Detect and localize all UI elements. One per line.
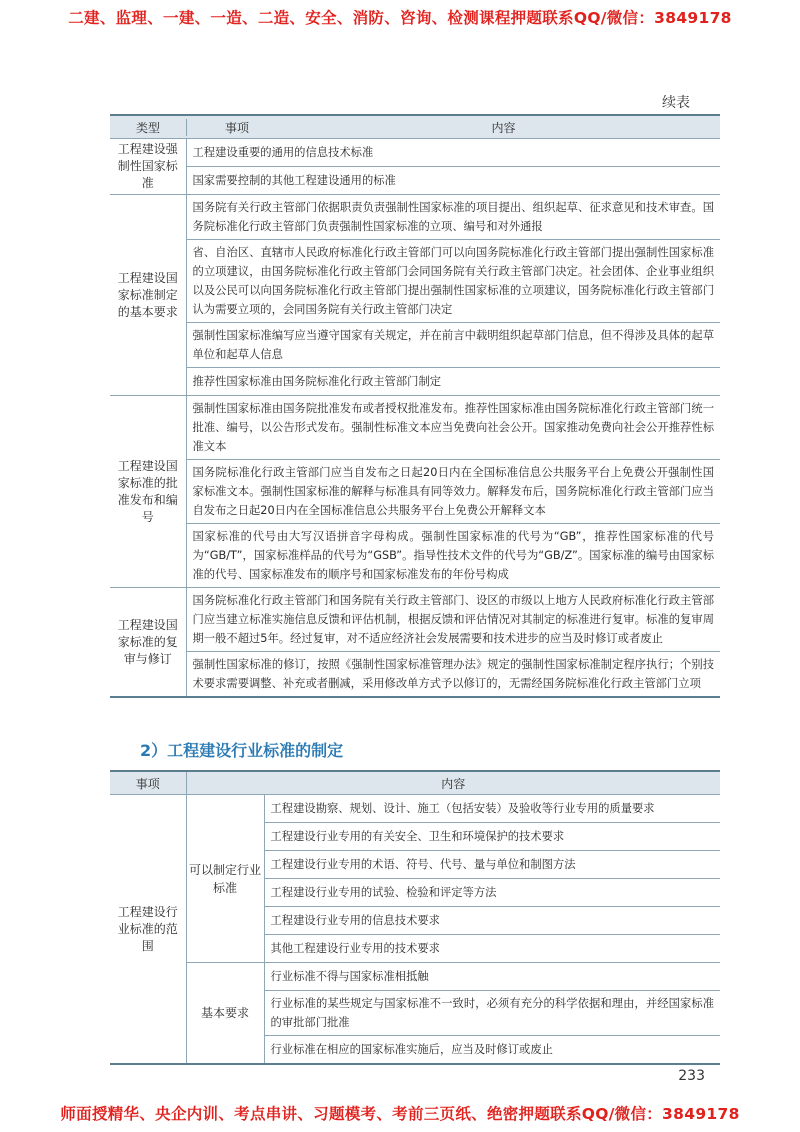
table-row xyxy=(110,167,720,195)
table-row xyxy=(110,368,720,396)
bottom-banner: 师面授精华、央企内训、考点串讲、习题模考、考前三页纸、绝密押题联系QQ/微信：3849178 xyxy=(60,1105,740,1123)
content-cell: 国务院有关行政主管部门依据职责负责强制性国家标准的项目提出、组织起草、征求意见和技术审查。国务院标准化行政主管部门负责强制性国家标准的立项、编号和对外通报 xyxy=(186,195,720,240)
content-cell: 强制性国家标准的修订，按照《强制性国家标准管理办法》规定的强制性国家标准制定程序执行；个别技术要求需要调整、补充或者删减，采用修改单方式予以修订的，无需经国务院标准化行政主管部门立项 xyxy=(186,652,720,698)
page-number: 233 xyxy=(678,1068,705,1084)
continued-label: 续表 xyxy=(662,95,690,111)
content-cell: 行业标准不得与国家标准相抵触 xyxy=(264,963,720,991)
content-cell: 工程建设行业专用的有关安全、卫生和环境保护的技术要求 xyxy=(264,823,720,851)
table-header-row xyxy=(110,771,720,795)
section-title: 2）工程建设行业标准的制定 xyxy=(140,741,344,760)
content-cell: 行业标准的某些规定与国家标准不一致时，必须有充分的科学依据和理由，并经国家标准的审批部门批准 xyxy=(264,991,720,1036)
content-cell: 强制性国家标准编写应当遵守国家有关规定，并在前言中载明组织起草部门信息，但不得涉及具体的起草单位和起草人信息 xyxy=(186,323,720,368)
table-row xyxy=(110,524,720,588)
category-cell: 工程建设行业标准的范围 xyxy=(110,795,186,1065)
content-cell: 推荐性国家标准由国务院标准化行政主管部门制定 xyxy=(186,368,720,396)
category-cell: 工程建设国家标准制定的基本要求 xyxy=(110,195,186,396)
content-cell: 国务院标准化行政主管部门应当自发布之日起20日内在全国标准信息公共服务平台上免费公开强制性国家标准文本。强制性国家标准的解释与标准具有同等效力。解释发布后，国务院标准化行政主管部门应当自发布之日起20日内在全国标准信息公共服务平台上免费公开解释文本 xyxy=(186,460,720,524)
industry-standard-table xyxy=(110,770,720,1065)
content-cell: 行业标准在相应的国家标准实施后，应当及时修订或废止 xyxy=(264,1036,720,1065)
content-cell: 国家需要控制的其他工程建设通用的标准 xyxy=(186,167,720,195)
header-type: 类型 xyxy=(110,119,187,136)
table-header-row xyxy=(110,115,720,139)
content-cell: 工程建设行业专用的术语、符号、代号、量与单位和制图方法 xyxy=(264,851,720,879)
table-row xyxy=(110,240,720,323)
header-content: 内容 xyxy=(186,771,720,795)
table-row xyxy=(110,195,720,240)
top-banner: 二建、监理、一建、一造、二造、安全、消防、咨询、检测课程押题联系QQ/微信：3849178 xyxy=(68,9,732,27)
table-row xyxy=(110,963,720,991)
table-row xyxy=(110,460,720,524)
content-cell: 工程建设重要的通用的信息技术标准 xyxy=(186,139,720,167)
header-item: 事项 xyxy=(224,120,249,135)
content-cell: 国家标准的代号由大写汉语拼音字母构成。强制性国家标准的代号为“GB”，推荐性国家标准的代号为“GB/T”，国家标准样品的代号为“GSB”。指导性技术文件的代号为“GB/Z”。国家标准的编号由国家标准的代号、国家标准发布的顺序号和国家标准发布的年份号构成 xyxy=(186,524,720,588)
content-cell: 强制性国家标准由国务院批准发布或者授权批准发布。推荐性国家标准由国务院标准化行政主管部门统一批准、编号，以公告形式发布。强制性标准文本应当免费向社会公开。国家推动免费向社会公开推荐性标准文本 xyxy=(186,396,720,460)
content-cell: 国务院标准化行政主管部门和国务院有关行政主管部门、设区的市级以上地方人民政府标准化行政主管部门应当建立标准实施信息反馈和评估机制，根据反馈和评估情况对其制定的标准进行复审。标准的复审周期一般不超过5年。经过复审，对不适应经济社会发展需要和技术进步的应当及时修订或者废止 xyxy=(186,588,720,652)
subcategory-cell: 可以制定行业标准 xyxy=(186,795,264,963)
header-content: 内容 xyxy=(491,120,516,135)
national-standard-table xyxy=(110,114,720,698)
table-row xyxy=(110,323,720,368)
table-row xyxy=(110,795,720,823)
table-row xyxy=(110,652,720,698)
table-row xyxy=(110,139,720,167)
table-row xyxy=(110,588,720,652)
content-cell: 工程建设行业专用的信息技术要求 xyxy=(264,907,720,935)
category-cell: 工程建设强制性国家标准 xyxy=(110,139,186,195)
content-cell: 工程建设行业专用的试验、检验和评定等方法 xyxy=(264,879,720,907)
header-item: 事项 xyxy=(110,771,186,795)
content-cell: 其他工程建设行业专用的技术要求 xyxy=(264,935,720,963)
table-row xyxy=(110,396,720,460)
content-cell: 省、自治区、直辖市人民政府标准化行政主管部门可以向国务院标准化行政主管部门提出强制性国家标准的立项建议，由国务院标准化行政主管部门会同国务院有关行政主管部门决定。社会团体、企业事业组织以及公民可以向国务院标准化行政主管部门提出强制性国家标准的立项建议，国务院标准化行政主管部门认为需要立项的，会同国务院有关行政主管部门决定 xyxy=(186,240,720,323)
category-cell: 工程建设国家标准的复审与修订 xyxy=(110,588,186,698)
subcategory-cell: 基本要求 xyxy=(186,963,264,1065)
category-cell: 工程建设国家标准的批准发布和编号 xyxy=(110,396,186,588)
content-cell: 工程建设勘察、规划、设计、施工（包括安装）及验收等行业专用的质量要求 xyxy=(264,795,720,823)
